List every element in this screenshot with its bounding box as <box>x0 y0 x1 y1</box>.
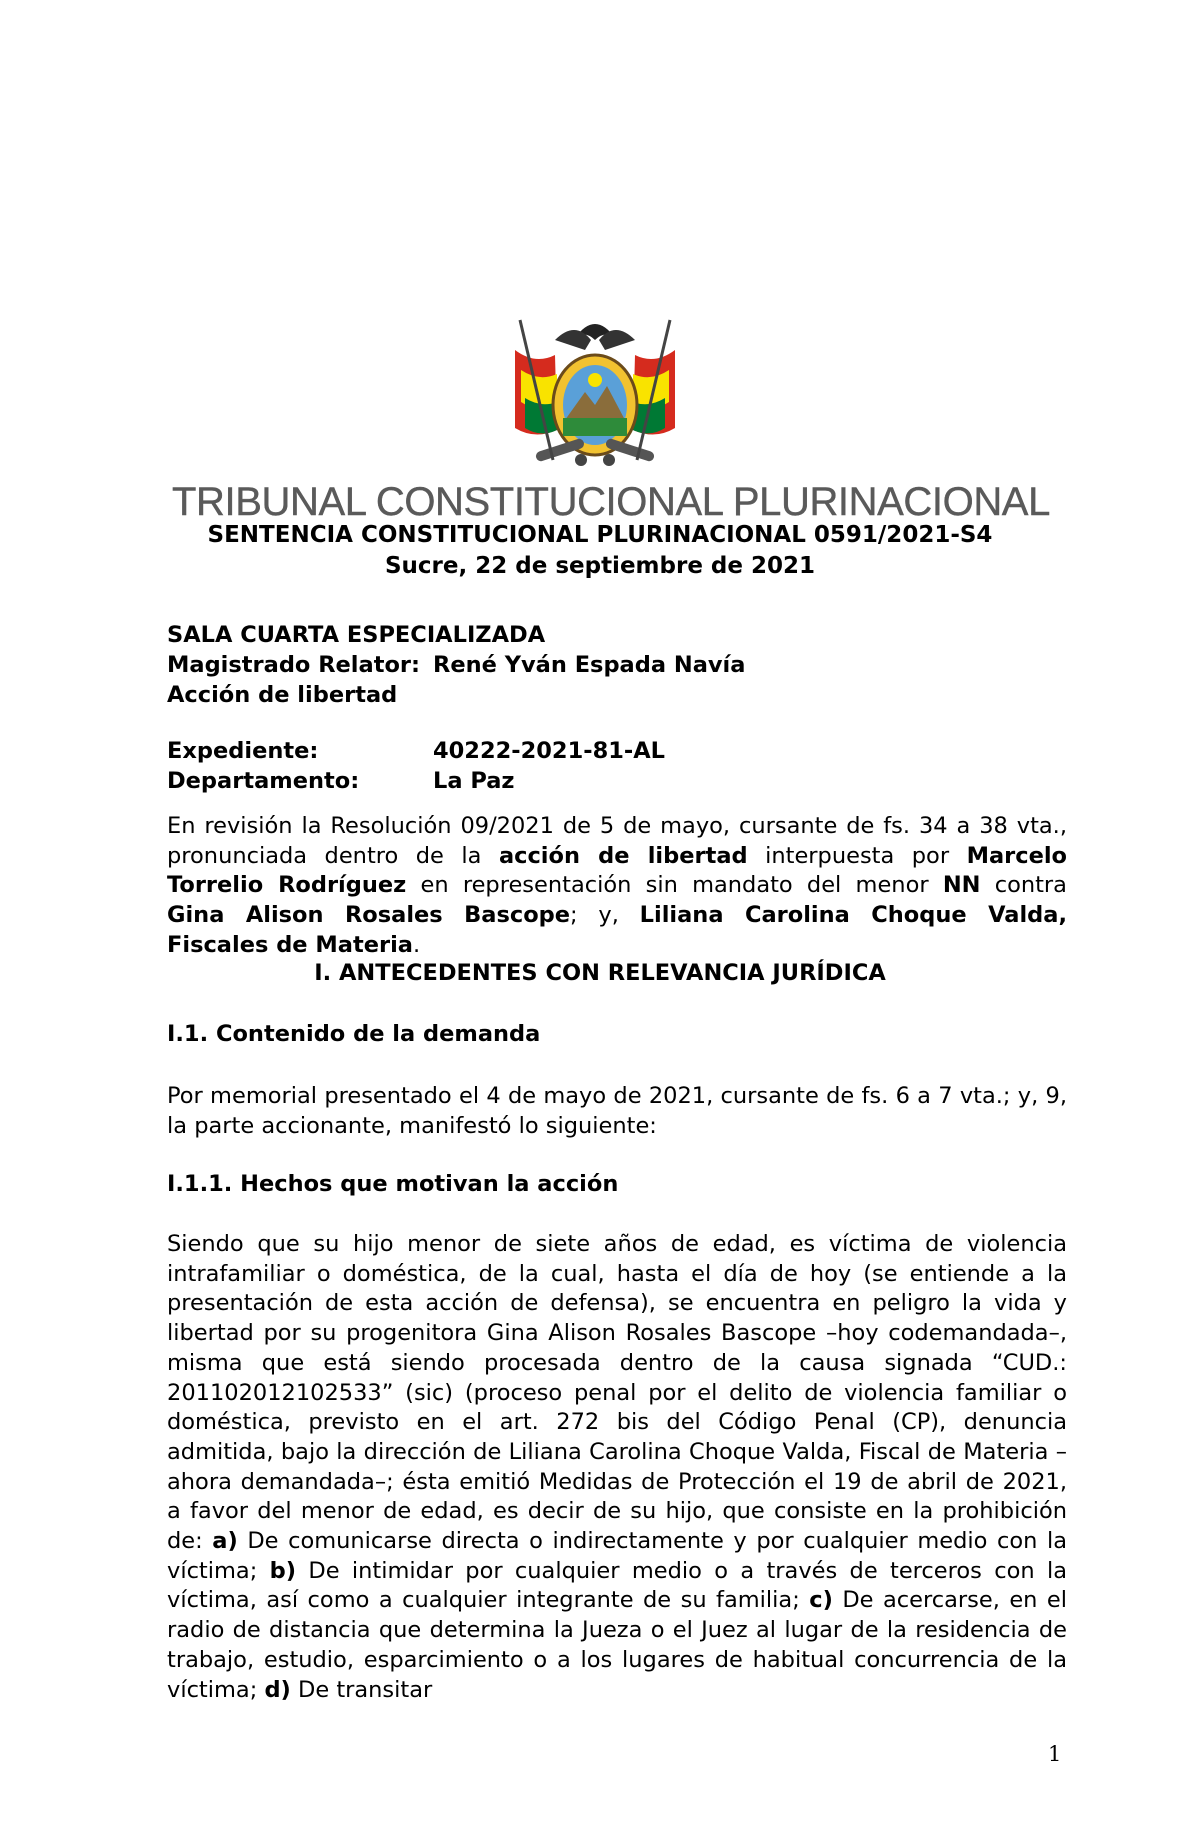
facts-paragraph: Siendo que su hijo menor de siete años de edad, es víctima de violencia intrafamiliar o doméstica, de la cual, hasta el día de hoy (se entiende a la presentación de esta acción de defensa), se encuentra en peligro la vida y libertad por su progenitora Gina Alison Rosales Bascope –hoy codemandada–, misma que está siendo procesada dentro de la causa signada “CUD.: 201102012102533” (sic) (proceso penal por el delito de violencia familiar o doméstica, previsto en el art. 272 bis del Código Penal (CP), denuncia admitida, bajo la dirección de Liliana Carolina Choque Valda, Fiscal de Materia –ahora demandada–; ésta emitió Medidas de Protección el 19 de abril de 2021, a favor del menor de edad, es decir de su hijo, que consiste en la prohibición de: a) De comunicarse directa o indirectamente y por cualquier medio con la víctima; b) De intimidar por cualquier medio o a través de terceros con la víctima, así como a cualquier integrante de su familia; c) De acercarse, en el radio de distancia que determina la Jueza o el Juez al lugar de la residencia de trabajo, estudio, esparcimiento o a los lugares de habitual concurrencia de la víctima; d) De transitar <box>167 1231 1068 1703</box>
case-info-block <box>167 620 745 710</box>
section-title: I. ANTECEDENTES CON RELEVANCIA JURÍDICA <box>314 960 886 986</box>
place-date: Sucre, 22 de septiembre de 2021 <box>384 553 816 579</box>
action-type: Acción de libertad <box>167 682 398 708</box>
department-label: Departamento: <box>167 768 360 794</box>
institution-name: TRIBUNAL CONSTITUCIONAL PLURINACIONAL <box>172 480 1050 524</box>
department-row <box>167 766 665 796</box>
file-info-block <box>167 736 665 796</box>
magistrate-value: René Yván Espada Navía <box>433 652 746 678</box>
file-row <box>167 736 665 766</box>
page-number: 1 <box>1048 1742 1062 1766</box>
department-value: La Paz <box>433 768 515 794</box>
intro-paragraph: En revisión la Resolución 09/2021 de 5 de mayo, cursante de fs. 34 a 38 vta., pronunciada dentro de la acción de libertad interpuesta por Marcelo Torrelio Rodríguez en representación sin mandato del menor NN contra Gina Alison Rosales Bascope; y, Liliana Carolina Choque Valda, Fiscales de Materia. <box>167 813 1068 958</box>
magistrate-row <box>167 650 745 680</box>
magistrate-label: Magistrado Relator: <box>167 652 421 678</box>
chamber-name: SALA CUARTA ESPECIALIZADA <box>167 622 546 648</box>
coat-of-arms-emblem <box>495 310 695 480</box>
subsubsection-title: I.1.1. Hechos que motivan la acción <box>167 1171 619 1197</box>
file-label: Expediente: <box>167 738 319 764</box>
subsection-title: I.1. Contenido de la demanda <box>167 1021 541 1047</box>
memorial-paragraph: Por memorial presentado el 4 de mayo de 2021, cursante de fs. 6 a 7 vta.; y, 9, la parte accionante, manifestó lo siguiente: <box>167 1083 1067 1139</box>
sentence-title: SENTENCIA CONSTITUCIONAL PLURINACIONAL 0591/2021-S4 <box>207 522 993 548</box>
file-value: 40222-2021-81-AL <box>433 738 665 764</box>
